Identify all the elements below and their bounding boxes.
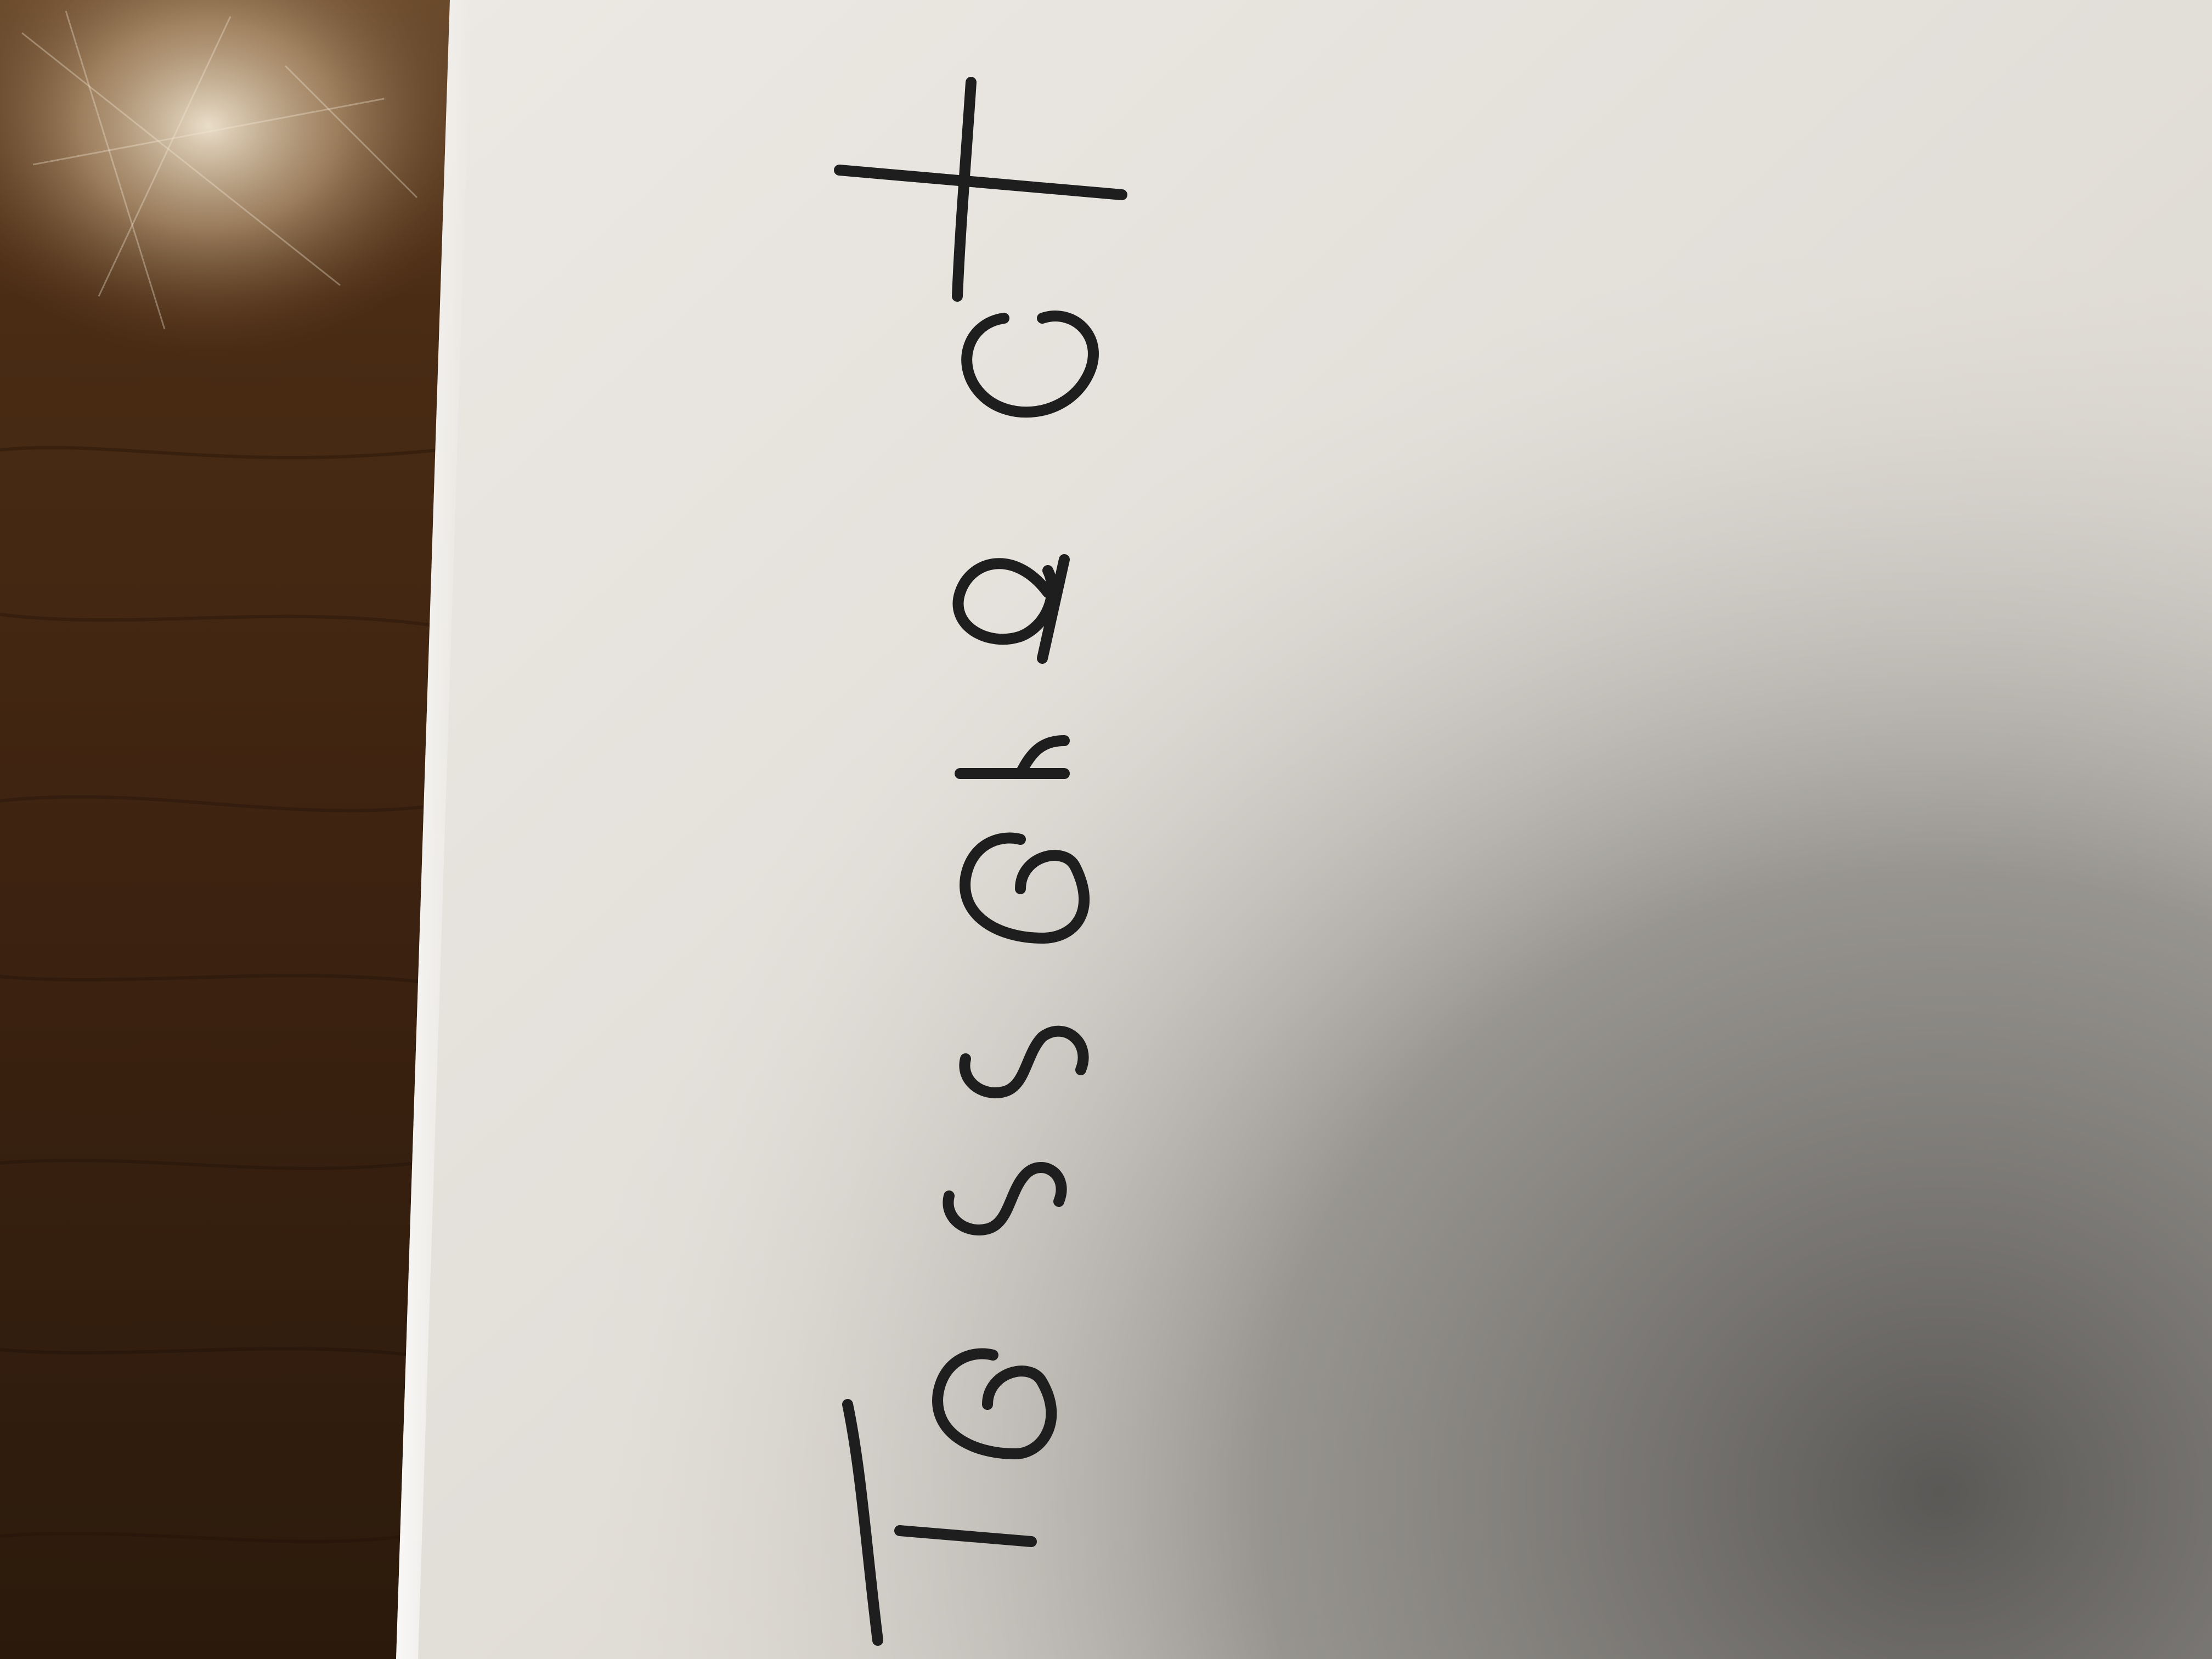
paper-sheet <box>396 0 2212 1659</box>
